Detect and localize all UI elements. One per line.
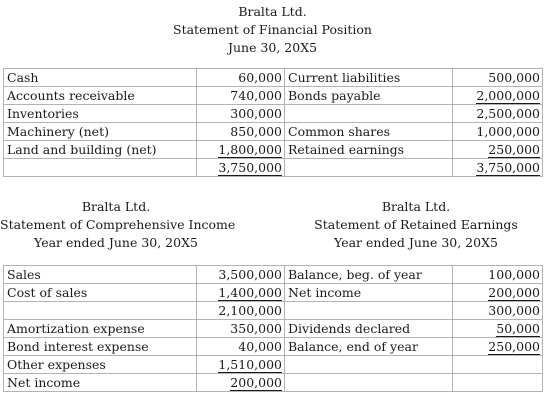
sci-company: Bralta Ltd.	[81, 199, 151, 214]
row-label-cell	[285, 105, 453, 123]
row-amount: 50,000	[496, 321, 540, 336]
sci-period: Year ended June 30, 20X5	[34, 235, 198, 250]
row-amount-cell	[453, 356, 543, 374]
row-label-cell	[4, 159, 197, 177]
row-label: Bonds payable	[288, 88, 381, 103]
row-label-cell	[4, 338, 197, 356]
row-label: Inventories	[7, 106, 79, 121]
row-amount: 850,000	[230, 124, 282, 139]
row-amount: 3,750,000	[476, 160, 540, 177]
row-amount: 740,000	[230, 88, 282, 103]
row-label-cell	[4, 105, 197, 123]
table-row	[4, 87, 543, 105]
row-amount: 2,500,000	[476, 106, 540, 121]
row-label: Current liabilities	[288, 70, 401, 85]
row-label-cell	[4, 87, 197, 105]
row-label-cell	[4, 141, 197, 159]
row-label-cell	[4, 123, 197, 141]
row-amount: 1,000,000	[476, 124, 540, 139]
sre-company: Bralta Ltd.	[381, 199, 451, 214]
row-amount-cell	[453, 284, 543, 302]
row-label-cell	[4, 284, 197, 302]
sre-title: Statement of Retained Earnings	[314, 217, 518, 232]
row-amount: 1,400,000	[218, 285, 282, 300]
row-label-cell	[285, 356, 453, 374]
row-label-cell	[4, 266, 197, 284]
row-label: Machinery (net)	[7, 124, 109, 139]
table-row	[4, 302, 543, 320]
row-amount-cell	[453, 320, 543, 338]
row-amount: 3,500,000	[218, 267, 282, 282]
sfp-table	[3, 68, 543, 177]
row-amount: 1,800,000	[218, 142, 282, 157]
row-amount: 100,000	[488, 267, 540, 282]
sfp-title: Statement of Financial Position	[173, 22, 372, 37]
sci-title: Statement of Comprehensive Income	[0, 217, 236, 232]
row-label-cell	[285, 338, 453, 356]
row-amount-cell	[453, 87, 543, 105]
row-amount-cell	[197, 141, 285, 159]
table-row	[4, 141, 543, 159]
row-label-cell	[4, 302, 197, 320]
row-label: Retained earnings	[288, 142, 405, 157]
row-amount-cell	[453, 374, 543, 392]
row-label: Dividends declared	[288, 321, 411, 336]
row-amount-cell	[453, 69, 543, 87]
table-row	[4, 105, 543, 123]
row-label-cell	[285, 141, 453, 159]
row-amount-cell	[453, 123, 543, 141]
row-amount-cell	[453, 141, 543, 159]
sfp-header	[150, 3, 395, 57]
row-label: Land and building (net)	[7, 142, 157, 157]
row-amount: 250,000	[488, 142, 540, 157]
row-label-cell	[285, 69, 453, 87]
row-label-cell	[285, 266, 453, 284]
row-label: Balance, beg. of year	[288, 267, 422, 282]
row-amount-cell	[453, 159, 543, 177]
row-amount-cell	[197, 320, 285, 338]
table-row	[4, 123, 543, 141]
sfp-company: Bralta Ltd.	[238, 4, 307, 19]
row-amount-cell	[197, 338, 285, 356]
row-label: Balance, end of year	[288, 339, 418, 354]
table-row	[4, 338, 543, 356]
row-label-cell	[285, 123, 453, 141]
row-label: Cash	[7, 70, 39, 85]
row-label-cell	[285, 374, 453, 392]
row-label-cell	[285, 87, 453, 105]
row-label: Net income	[288, 285, 362, 300]
row-label-cell	[285, 284, 453, 302]
table-row	[4, 284, 543, 302]
sci-header	[0, 198, 236, 252]
row-amount-cell	[197, 284, 285, 302]
row-amount: 300,000	[230, 106, 282, 121]
row-amount-cell	[197, 105, 285, 123]
row-label-cell	[4, 374, 197, 392]
table-row	[4, 159, 543, 177]
row-amount: 500,000	[488, 70, 540, 85]
sre-header	[312, 198, 520, 252]
row-amount-cell	[197, 69, 285, 87]
row-amount-cell	[453, 266, 543, 284]
row-label-cell	[285, 302, 453, 320]
row-label: Bond interest expense	[7, 339, 149, 354]
row-amount-cell	[197, 266, 285, 284]
row-label-cell	[4, 356, 197, 374]
row-amount: 3,750,000	[218, 160, 282, 177]
row-label: Net income	[7, 375, 81, 390]
table-row	[4, 356, 543, 374]
row-amount-cell	[197, 374, 285, 392]
row-label: Sales	[7, 267, 41, 282]
sre-period: Year ended June 30, 20X5	[334, 235, 498, 250]
row-label-cell	[285, 320, 453, 338]
row-amount-cell	[197, 302, 285, 320]
table-row	[4, 266, 543, 284]
row-label: Other expenses	[7, 357, 106, 372]
row-amount: 2,000,000	[476, 88, 540, 103]
row-amount-cell	[197, 87, 285, 105]
row-amount-cell	[453, 302, 543, 320]
row-amount: 1,510,000	[218, 357, 282, 372]
row-amount-cell	[197, 123, 285, 141]
row-label-cell	[4, 320, 197, 338]
row-amount: 60,000	[238, 70, 282, 85]
row-label: Common shares	[288, 124, 391, 139]
row-amount: 2,100,000	[218, 303, 282, 318]
table-row	[4, 320, 543, 338]
income-retained-table	[3, 265, 543, 392]
row-amount-cell	[197, 159, 285, 177]
row-label: Amortization expense	[7, 321, 145, 336]
row-amount-cell	[453, 338, 543, 356]
table-row	[4, 374, 543, 392]
row-amount: 300,000	[488, 303, 540, 318]
sfp-date: June 30, 20X5	[227, 40, 318, 55]
row-label-cell	[4, 69, 197, 87]
row-label: Cost of sales	[7, 285, 88, 300]
table-row	[4, 69, 543, 87]
row-label-cell	[285, 159, 453, 177]
row-amount-cell	[197, 356, 285, 374]
row-amount: 350,000	[230, 321, 282, 336]
row-amount: 250,000	[488, 339, 540, 356]
row-amount: 200,000	[230, 375, 282, 392]
row-label: Accounts receivable	[7, 88, 135, 103]
row-amount: 40,000	[238, 339, 282, 354]
row-amount: 200,000	[488, 285, 540, 300]
row-amount-cell	[453, 105, 543, 123]
